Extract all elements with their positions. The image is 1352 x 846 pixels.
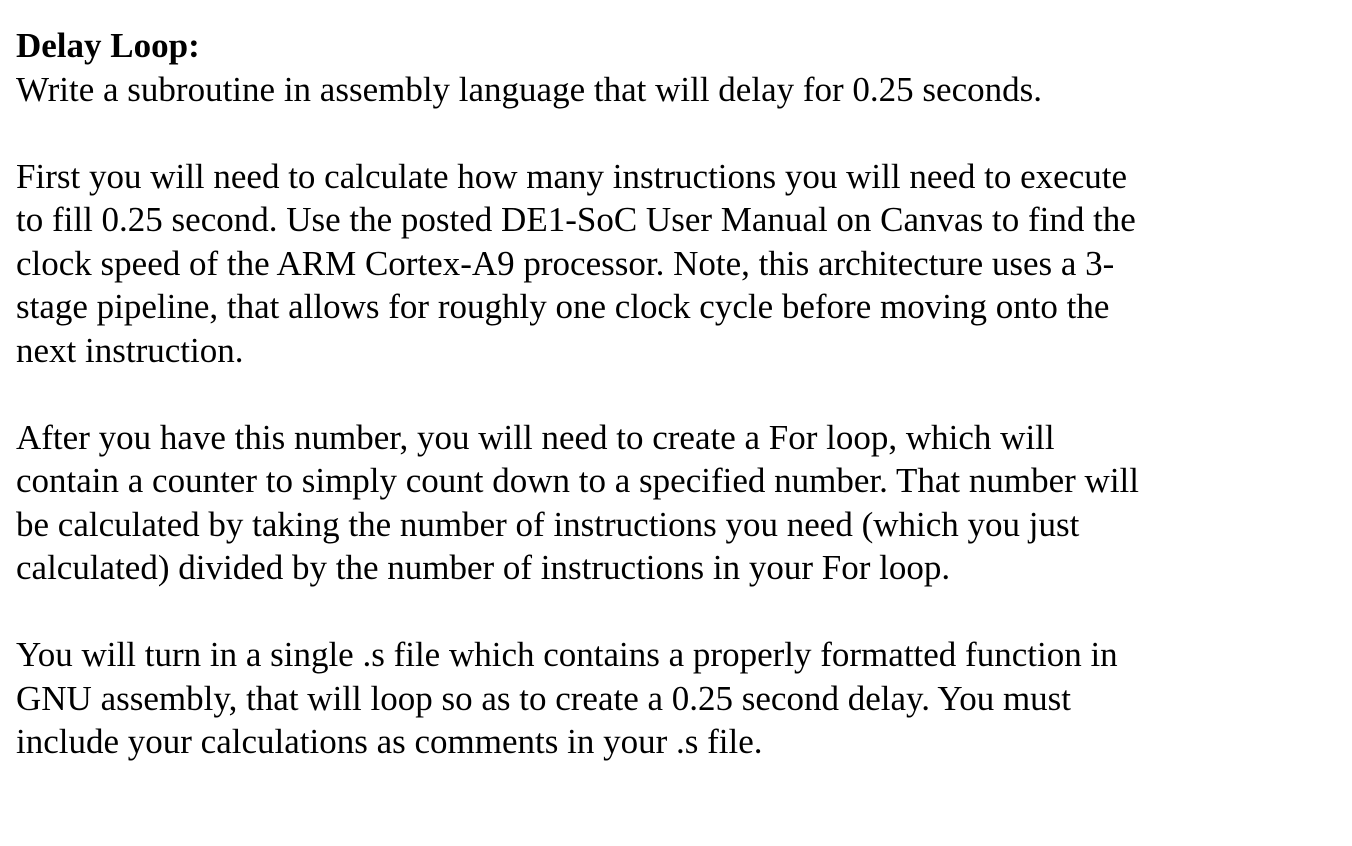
document-body xyxy=(16,24,1336,807)
paragraph-line: stage pipeline, that allows for roughly one clock cycle before moving onto the xyxy=(16,287,1110,326)
document-title: Delay Loop: xyxy=(16,26,200,65)
paragraph-line: contain a counter to simply count down to a specified number. That number will xyxy=(16,461,1139,500)
paragraph-line: next instruction. xyxy=(16,330,244,370)
paragraph-line: You will turn in a single .s file which contains a properly formatted function in xyxy=(16,635,1118,674)
paragraph-line: After you have this number, you will need to create a For loop, which will xyxy=(16,417,1055,457)
paragraph-line: be calculated by taking the number of instructions you need (which you just xyxy=(16,504,1080,544)
paragraph-calculation xyxy=(16,155,1336,373)
intro-text: Write a subroutine in assembly language that will delay for 0.25 seconds. xyxy=(16,69,1042,109)
header-block xyxy=(16,24,1336,111)
paragraph-line: calculated) divided by the number of instructions in your For loop. xyxy=(16,548,951,587)
paragraph-submission xyxy=(16,633,1336,764)
paragraph-line: First you will need to calculate how many instructions you will need to execute xyxy=(16,156,1127,196)
paragraph-line: to fill 0.25 second. Use the posted DE1-SoC User Manual on Canvas to find the xyxy=(16,200,1136,239)
paragraph-line: clock speed of the ARM Cortex-A9 processor. Note, this architecture uses a 3- xyxy=(16,243,1115,283)
paragraph-for-loop xyxy=(16,416,1336,590)
paragraph-line: include your calculations as comments in your .s file. xyxy=(16,722,763,761)
paragraph-line: GNU assembly, that will loop so as to create a 0.25 second delay. You must xyxy=(16,678,1072,718)
